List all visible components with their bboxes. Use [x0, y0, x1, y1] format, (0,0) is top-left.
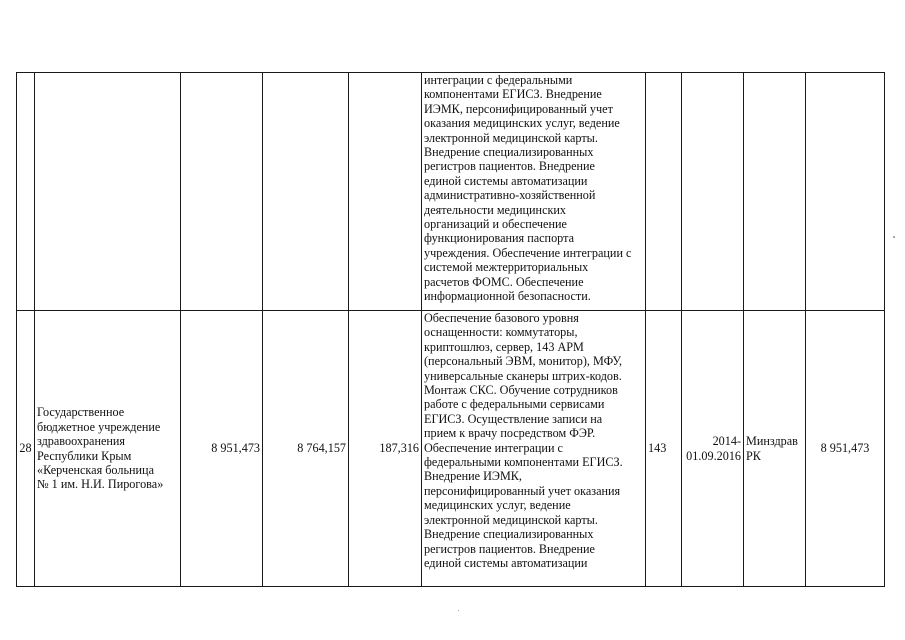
executor-text: Минздрав РК	[746, 434, 798, 463]
cell-quantity-empty	[646, 73, 682, 311]
scan-speck	[893, 236, 895, 238]
row-number: 28	[17, 311, 35, 587]
cell-institution-empty	[35, 73, 181, 311]
institution-name	[35, 311, 181, 587]
cell-total-empty	[181, 73, 263, 311]
period-text: 2014- 01.09.2016	[686, 434, 741, 463]
description-cell	[422, 311, 646, 587]
cell-final-empty	[806, 73, 885, 311]
table-row-28	[17, 311, 885, 587]
cell-amount-a-empty	[263, 73, 349, 311]
final-amount: 8 951,473	[806, 311, 885, 587]
description-continued-text: интеграции с федеральными компонентами ЕГИСЗ. Внедрение ИЭМК, персонифицированный учет оказания медицинских услуг, ведение электронной медицинской карты. Внедрение специализированных регистров пациентов. Внедрение единой системы автоматизации административно-хозяйственной деятельности медицинских организаций и обеспечение функционирования паспорта учреждения. Обеспечение интеграции с системой межтерриториальных расчетов ФОМС. Обеспечение информационной безопасности.	[424, 73, 632, 304]
scan-speck	[458, 610, 459, 611]
period	[682, 311, 744, 587]
description-text: Обеспечение базового уровня оснащенности: коммутаторы, криптошлюз, сервер, 143 АРМ (персональный ЭВМ, монитор), МФУ, универсальные сканеры штрих-кодов. Монтаж СКС. Обучение сотрудников работе с федеральными сервисами ЕГИСЗ. Осуществление записи на прием к врачу посредством ФЭР. Обеспечение интеграции с федеральными компонентами ЕГИСЗ. Внедрение ИЭМК, персонифицированный учет оказания медицинских услуг, ведение электронной медицинской карты. Внедрение специализированных регистров пациентов. Внедрение единой системы автоматизации	[424, 311, 623, 570]
program-table	[16, 72, 885, 587]
cell-description-continued	[422, 73, 646, 311]
institution-text: Государственное бюджетное учреждение здравоохранения Республики Крым «Керченская больница № 1 им. Н.И. Пирогова»	[37, 405, 164, 492]
quantity: 143	[646, 311, 682, 587]
amount-a: 8 764,157	[263, 311, 349, 587]
cell-amount-b-empty	[349, 73, 422, 311]
cell-number-empty	[17, 73, 35, 311]
cell-executor-empty	[744, 73, 806, 311]
executor	[744, 311, 806, 587]
cell-period-empty	[682, 73, 744, 311]
amount-b: 187,316	[349, 311, 422, 587]
total-amount: 8 951,473	[181, 311, 263, 587]
table-row-continued	[17, 73, 885, 311]
